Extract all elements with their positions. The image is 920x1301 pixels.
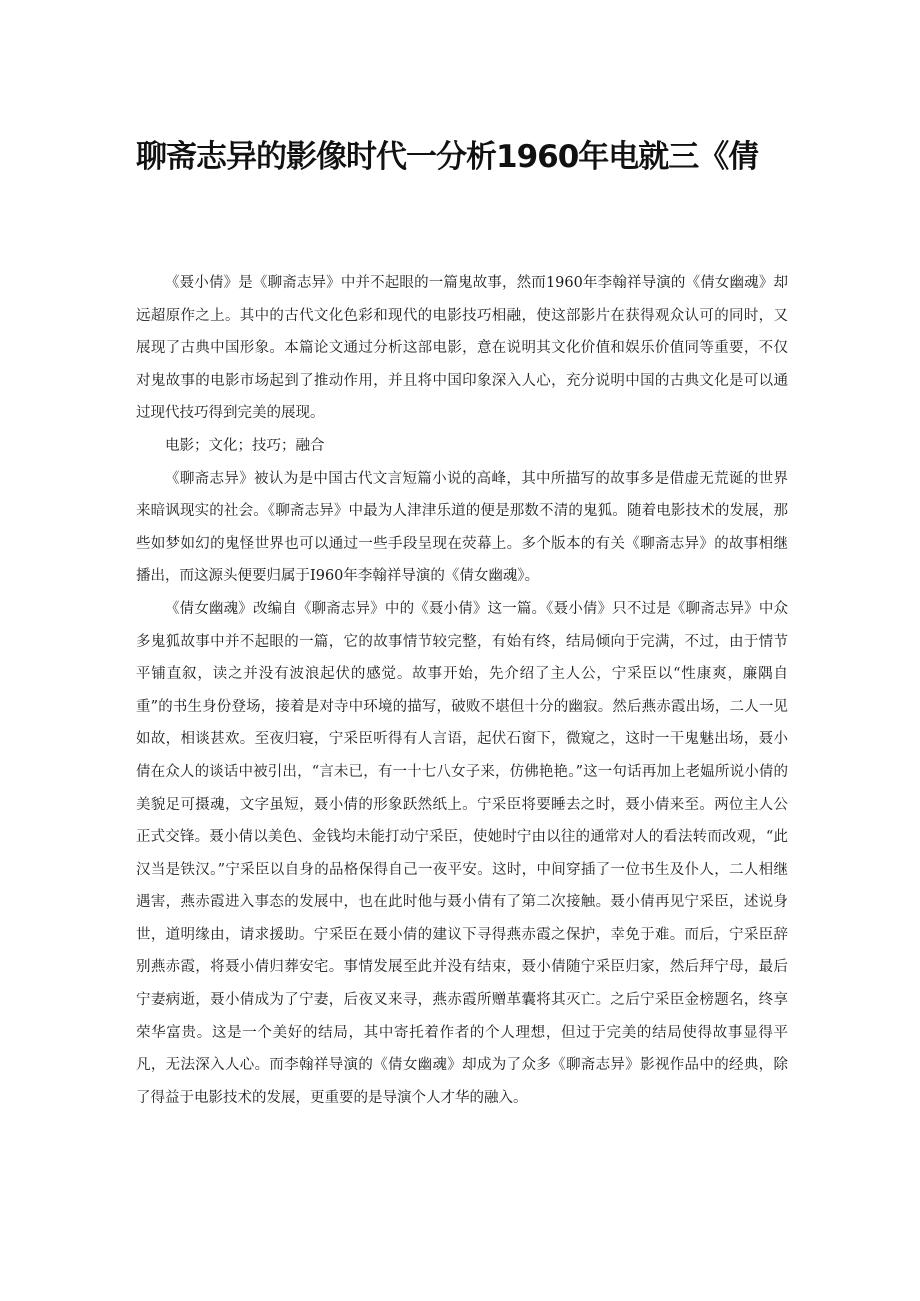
document-title: 聊斋志异的影像时代一分析1960年电就三《倩 (136, 139, 759, 175)
keywords-paragraph: 电影；文化；技巧；融合 (165, 437, 325, 454)
body-paragraph: 《倩女幽魂》改编自《聊斋志异》中的《聂小倩》这一篇。《聂小倩》只不过是《聊斋志异》中众多鬼狐故事中并不起眼的一篇，它的故事情节较完整，有始有终，结局倾向于完满，不过，由于情节平铺直叙，读之并没有波浪起伏的感觉。故事开始，先介绍了主人公，宁采臣以“性康爽，廉隅自重”的书生身份登场，接着是对寺中环境的描写，破败不堪但十分的幽寂。然后燕赤霞出场，二人一见如故，相谈甚欢。至夜归寝，宁采臣听得有人言语，起伏石窗下，微窥之，这时一干鬼魅出场，聂小倩在众人的谈话中被引出，“言未已，有一十七八女子来，仿佛艳艳。”这一句话再加上老媪所说小倩的美貌足可摄魂，文字虽短，聂小倩的形象跃然纸上。宁采臣将要睡去之时，聂小倩来至。两位主人公正式交锋。聂小倩以美色、金钱均未能打动宁采臣，使她时宁由以往的通常对人的看法转而改观，“此汉当是铁汉。”宁采臣以自身的品格保得自己一夜平安。这时，中间穿插了一位书生及仆人，二人相继遇害，燕赤霞进入事态的发展中，也在此时他与聂小倩有了第二次接触。聂小倩再见宁采臣，述说身世，道明缘由，请求援助。宁采臣在聂小倩的建议下寻得燕赤霞之保护，幸免于难。而后，宁采臣辞别燕赤霞，将聂小倩归葬安宅。事情发展至此并没有结束，聂小倩随宁采臣归家，然后拜宁母，最后宁妻病逝，聂小倩成为了宁妻，后夜叉来寻，燕赤霞所赠革囊将其灭亡。之后宁采臣金榜题名，终享荣华富贵。这是一个美好的结局，其中寄托着作者的个人理想，但过于完美的结局使得故事显得平凡，无法深入人心。而李翰祥导演的《倩女幽魂》却成为了众多《聊斋志异》影视作品中的经典，除了得益于电影技术的发展，更重要的是导演个人才华的融入。 (136, 600, 788, 1106)
body-paragraph: 《聊斋志异》被认为是中国古代文言短篇小说的高峰，其中所描写的故事多是借虚无荒诞的世界来暗讽现实的社会。《聊斋志异》中最为人津津乐道的便是那数不清的鬼狐。随着电影技术的发展，那些如梦如幻的鬼怪世界也可以通过一些手段呈现在荧幕上。多个版本的有关《聊斋志异》的故事相继播出，而这源头便要归属于I960年李翰祥导演的《倩女幽魂》。 (136, 470, 788, 585)
abstract-paragraph: 《聂小倩》是《聊斋志异》中并不起眼的一篇鬼故事，然而1960年李翰祥导演的《倩女幽魂》却远超原作之上。其中的古代文化色彩和现代的电影技巧相融，使这部影片在获得观众认可的同时，又展现了古典中国形象。本篇论文通过分析这部电影，意在说明其文化价值和娱乐价值同等重要，不仅对鬼故事的电影市场起到了推动作用，并且将中国印象深入人心，充分说明中国的古典文化是可以通过现代技巧得到完美的展现。 (136, 275, 788, 422)
document-body (136, 267, 788, 1114)
